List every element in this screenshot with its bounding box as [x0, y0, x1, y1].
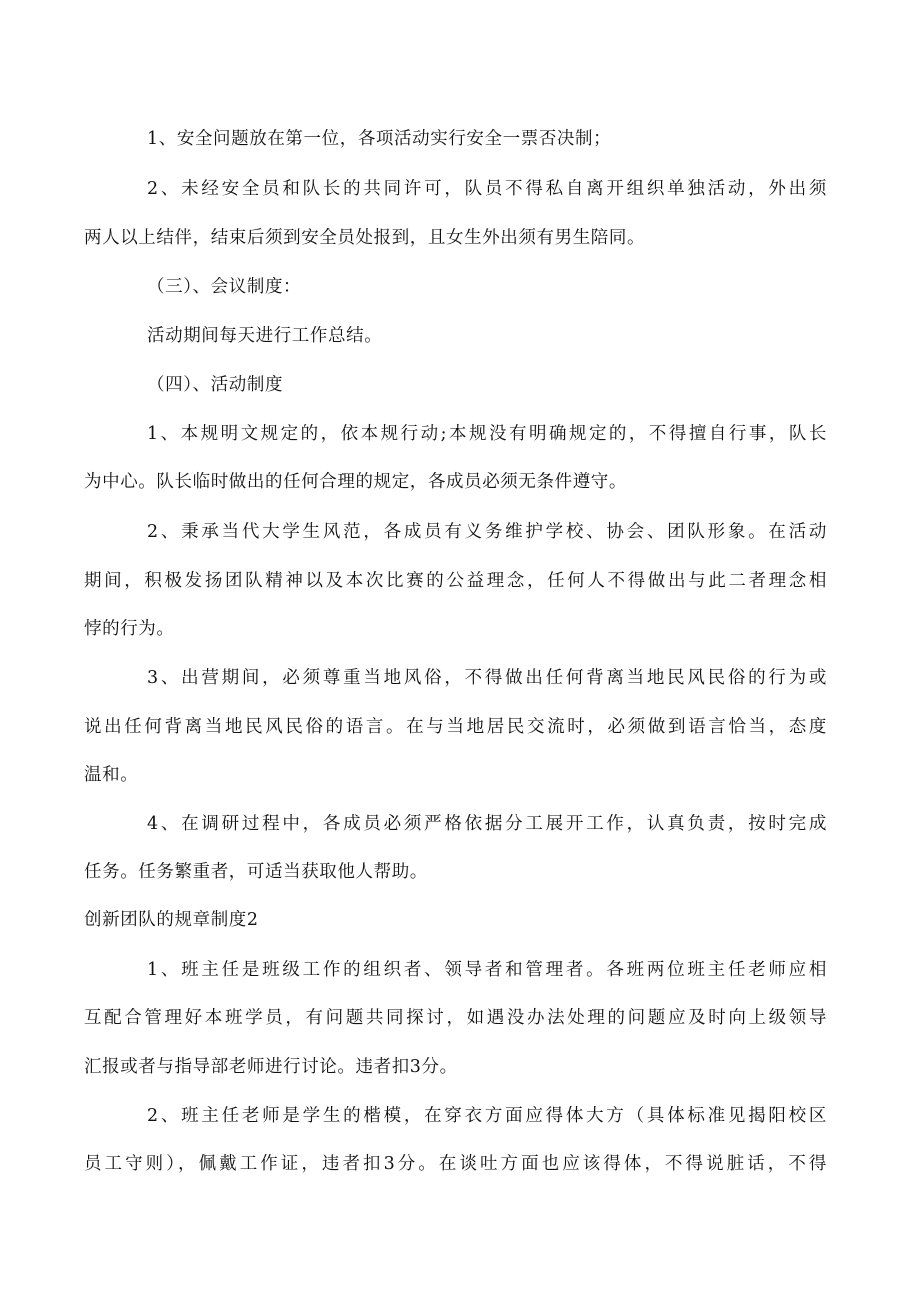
section-title-2: 创新团队的规章制度2: [84, 910, 259, 930]
text-line-3: 两人以上结伴，结束后须到安全员处报到，且女生外出须有男生陪同。: [84, 228, 646, 248]
text-line-8: 为中心。队长临时做出的任何合理的规定，各成员必须无条件遵守。: [84, 472, 627, 492]
text-line-15: 4、在调研过程中，各成员必须严格依据分工展开工作，认真负责，按时完成: [147, 814, 827, 834]
text-line-2: 2、未经安全员和队长的共同许可，队员不得私自离开组织单独活动，外出须: [147, 179, 827, 199]
text-line-14: 温和。: [84, 765, 139, 785]
text-line-1: 1、安全问题放在第一位，各项活动实行安全一票否决制；: [147, 129, 612, 149]
text-line-7: 1、本规明文规定的，依本规行动;本规没有明确规定的，不得擅自行事，队长: [147, 424, 827, 444]
text-line-18: 1、班主任是班级工作的组织者、领导者和管理者。各班两位班主任老师应相: [147, 960, 827, 980]
text-line-22: 员工守则），佩戴工作证，违者扣3分。在谈吐方面也应该得体，不得说脏话，不得: [84, 1154, 827, 1174]
text-line-9: 2、秉承当代大学生风范，各成员有义务维护学校、协会、团队形象。在活动: [147, 522, 827, 542]
text-line-21: 2、班主任老师是学生的楷模，在穿衣方面应得体大方（具体标准见揭阳校区: [147, 1106, 827, 1126]
text-line-19: 互配合管理好本班学员，有问题共同探讨，如遇没办法处理的问题应及时向上级领导: [84, 1008, 827, 1028]
section-heading-activity: （四）、活动制度: [147, 375, 284, 395]
text-line-5: 活动期间每天进行工作总结。: [147, 326, 383, 346]
text-line-10: 期间，积极发扬团队精神以及本次比赛的公益理念，任何人不得做出与此二者理念相: [84, 571, 827, 591]
text-line-20: 汇报或者与指导部老师进行讨论。违者扣3分。: [84, 1057, 458, 1077]
text-line-16: 任务。任务繁重者，可适当获取他人帮助。: [84, 862, 428, 882]
section-heading-meeting: （三）、会议制度：: [147, 277, 302, 297]
text-line-11: 悖的行为。: [84, 619, 175, 639]
text-line-12: 3、出营期间，必须尊重当地风俗，不得做出任何背离当地民风民俗的行为或: [147, 668, 827, 688]
text-line-13: 说出任何背离当地民风民俗的语言。在与当地居民交流时，必须做到语言恰当，态度: [84, 717, 827, 737]
